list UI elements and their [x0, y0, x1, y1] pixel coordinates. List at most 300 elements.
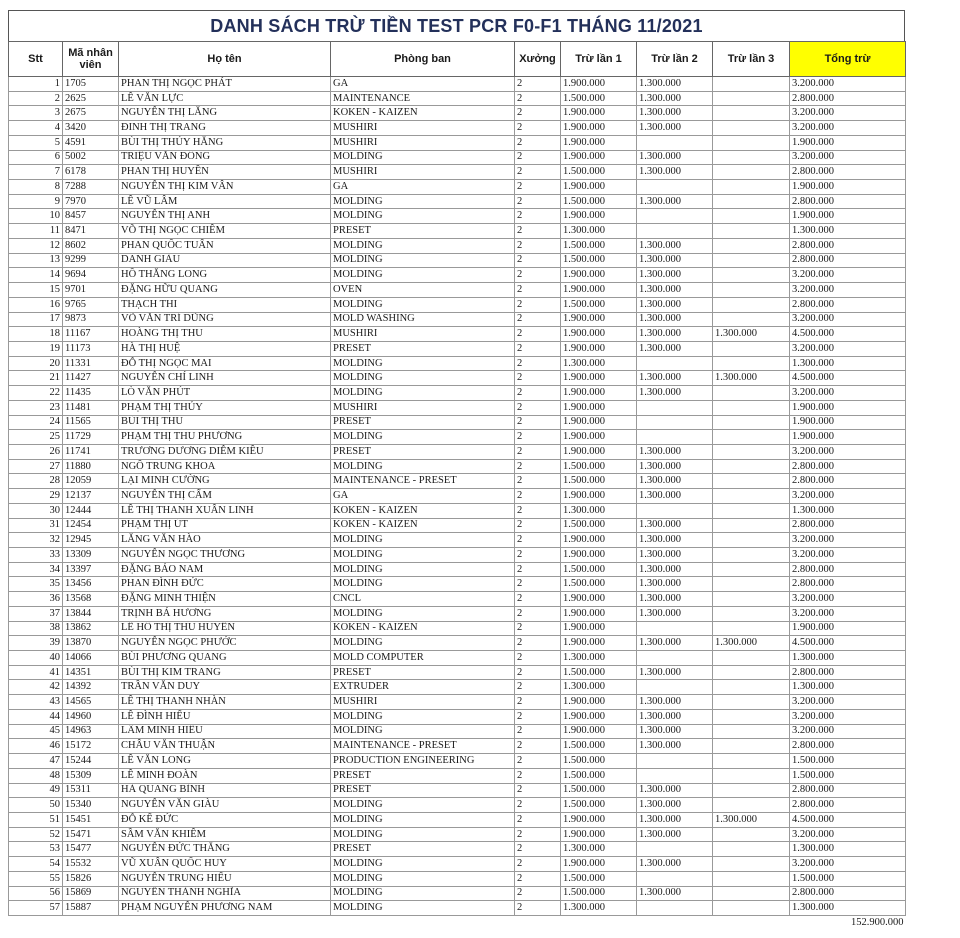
- cell-workshop[interactable]: 2: [515, 518, 561, 533]
- cell-deduction-1[interactable]: 1.900.000: [561, 430, 637, 445]
- cell-department[interactable]: MOLDING: [331, 548, 515, 563]
- cell-deduction-3[interactable]: [713, 180, 790, 195]
- cell-stt[interactable]: 1: [9, 77, 63, 92]
- cell-stt[interactable]: 21: [9, 371, 63, 386]
- header-stt[interactable]: Stt: [9, 42, 63, 77]
- cell-total-deduction[interactable]: 4.500.000: [790, 371, 906, 386]
- cell-employee-id[interactable]: 15532: [63, 857, 119, 872]
- cell-deduction-2[interactable]: [637, 754, 713, 769]
- cell-stt[interactable]: 54: [9, 857, 63, 872]
- cell-deduction-1[interactable]: 1.900.000: [561, 592, 637, 607]
- cell-employee-id[interactable]: 15869: [63, 886, 119, 901]
- cell-department[interactable]: MOLDING: [331, 636, 515, 651]
- header-full-name[interactable]: Họ tên: [119, 42, 331, 77]
- cell-total-deduction[interactable]: 1.300.000: [790, 356, 906, 371]
- cell-stt[interactable]: 52: [9, 827, 63, 842]
- cell-deduction-3[interactable]: [713, 886, 790, 901]
- cell-deduction-2[interactable]: [637, 224, 713, 239]
- cell-employee-id[interactable]: 9299: [63, 253, 119, 268]
- cell-total-deduction[interactable]: 1.300.000: [790, 901, 906, 916]
- cell-deduction-1[interactable]: 1.500.000: [561, 91, 637, 106]
- cell-deduction-2[interactable]: 1.300.000: [637, 548, 713, 563]
- cell-employee-id[interactable]: 15451: [63, 812, 119, 827]
- cell-stt[interactable]: 39: [9, 636, 63, 651]
- cell-full-name[interactable]: PHAN THỊ HUYỀN: [119, 165, 331, 180]
- cell-employee-id[interactable]: 15244: [63, 754, 119, 769]
- cell-stt[interactable]: 55: [9, 871, 63, 886]
- cell-stt[interactable]: 15: [9, 283, 63, 298]
- cell-department[interactable]: CNCL: [331, 592, 515, 607]
- cell-department[interactable]: PRESET: [331, 415, 515, 430]
- cell-deduction-3[interactable]: [713, 768, 790, 783]
- cell-deduction-2[interactable]: 1.300.000: [637, 606, 713, 621]
- cell-workshop[interactable]: 2: [515, 768, 561, 783]
- cell-full-name[interactable]: ĐỖ KẾ ĐỨC: [119, 812, 331, 827]
- cell-stt[interactable]: 4: [9, 121, 63, 136]
- cell-total-deduction[interactable]: 1.900.000: [790, 135, 906, 150]
- cell-full-name[interactable]: NGUYỄN THỊ KIM VÂN: [119, 180, 331, 195]
- cell-deduction-3[interactable]: [713, 444, 790, 459]
- cell-full-name[interactable]: NGUYỄN THỊ LĂNG: [119, 106, 331, 121]
- cell-employee-id[interactable]: 15471: [63, 827, 119, 842]
- cell-deduction-2[interactable]: 1.300.000: [637, 636, 713, 651]
- cell-employee-id[interactable]: 13568: [63, 592, 119, 607]
- cell-stt[interactable]: 16: [9, 297, 63, 312]
- cell-deduction-1[interactable]: 1.900.000: [561, 724, 637, 739]
- cell-deduction-3[interactable]: [713, 474, 790, 489]
- cell-full-name[interactable]: PHẠM THỊ THU PHƯƠNG: [119, 430, 331, 445]
- cell-total-deduction[interactable]: 1.900.000: [790, 400, 906, 415]
- cell-workshop[interactable]: 2: [515, 812, 561, 827]
- cell-deduction-2[interactable]: 1.300.000: [637, 341, 713, 356]
- cell-stt[interactable]: 6: [9, 150, 63, 165]
- cell-department[interactable]: PRESET: [331, 842, 515, 857]
- cell-deduction-2[interactable]: [637, 356, 713, 371]
- cell-workshop[interactable]: 2: [515, 444, 561, 459]
- cell-department[interactable]: PRESET: [331, 783, 515, 798]
- cell-employee-id[interactable]: 15340: [63, 798, 119, 813]
- cell-employee-id[interactable]: 15172: [63, 739, 119, 754]
- cell-total-deduction[interactable]: 2.800.000: [790, 665, 906, 680]
- cell-workshop[interactable]: 2: [515, 503, 561, 518]
- cell-deduction-2[interactable]: 1.300.000: [637, 121, 713, 136]
- cell-total-deduction[interactable]: 1.300.000: [790, 224, 906, 239]
- cell-deduction-2[interactable]: 1.300.000: [637, 459, 713, 474]
- cell-employee-id[interactable]: 12444: [63, 503, 119, 518]
- cell-stt[interactable]: 31: [9, 518, 63, 533]
- cell-stt[interactable]: 36: [9, 592, 63, 607]
- cell-deduction-2[interactable]: [637, 842, 713, 857]
- cell-department[interactable]: MUSHIRI: [331, 327, 515, 342]
- cell-deduction-3[interactable]: [713, 857, 790, 872]
- cell-total-deduction[interactable]: 3.200.000: [790, 268, 906, 283]
- cell-deduction-2[interactable]: 1.300.000: [637, 327, 713, 342]
- cell-total-deduction[interactable]: 2.800.000: [790, 297, 906, 312]
- cell-stt[interactable]: 20: [9, 356, 63, 371]
- cell-stt[interactable]: 12: [9, 238, 63, 253]
- cell-full-name[interactable]: ĐẶNG BẢO NAM: [119, 562, 331, 577]
- cell-department[interactable]: MOLDING: [331, 901, 515, 916]
- cell-workshop[interactable]: 2: [515, 665, 561, 680]
- cell-deduction-2[interactable]: [637, 901, 713, 916]
- cell-employee-id[interactable]: 13309: [63, 548, 119, 563]
- cell-employee-id[interactable]: 13844: [63, 606, 119, 621]
- cell-workshop[interactable]: 2: [515, 165, 561, 180]
- cell-employee-id[interactable]: 2675: [63, 106, 119, 121]
- header-deduction-1[interactable]: Trừ lần 1: [561, 42, 637, 77]
- cell-total-deduction[interactable]: 1.500.000: [790, 754, 906, 769]
- cell-employee-id[interactable]: 3420: [63, 121, 119, 136]
- cell-employee-id[interactable]: 11741: [63, 444, 119, 459]
- cell-deduction-3[interactable]: 1.300.000: [713, 812, 790, 827]
- cell-employee-id[interactable]: 6178: [63, 165, 119, 180]
- cell-deduction-1[interactable]: 1.500.000: [561, 238, 637, 253]
- cell-total-deduction[interactable]: 2.800.000: [790, 238, 906, 253]
- cell-department[interactable]: KOKEN - KAIZEN: [331, 106, 515, 121]
- cell-deduction-3[interactable]: [713, 400, 790, 415]
- cell-deduction-1[interactable]: 1.900.000: [561, 636, 637, 651]
- cell-total-deduction[interactable]: 1.500.000: [790, 871, 906, 886]
- cell-deduction-1[interactable]: 1.300.000: [561, 842, 637, 857]
- cell-workshop[interactable]: 2: [515, 371, 561, 386]
- cell-department[interactable]: MOLDING: [331, 562, 515, 577]
- cell-deduction-3[interactable]: [713, 783, 790, 798]
- header-deduction-3[interactable]: Trừ lần 3: [713, 42, 790, 77]
- cell-employee-id[interactable]: 11729: [63, 430, 119, 445]
- cell-deduction-2[interactable]: 1.300.000: [637, 724, 713, 739]
- cell-deduction-3[interactable]: 1.300.000: [713, 327, 790, 342]
- cell-workshop[interactable]: 2: [515, 135, 561, 150]
- cell-workshop[interactable]: 2: [515, 238, 561, 253]
- cell-deduction-2[interactable]: [637, 415, 713, 430]
- cell-workshop[interactable]: 2: [515, 533, 561, 548]
- cell-department[interactable]: MOLDING: [331, 857, 515, 872]
- cell-stt[interactable]: 19: [9, 341, 63, 356]
- cell-deduction-2[interactable]: 1.300.000: [637, 489, 713, 504]
- cell-stt[interactable]: 46: [9, 739, 63, 754]
- cell-department[interactable]: MOLDING: [331, 194, 515, 209]
- cell-deduction-1[interactable]: 1.500.000: [561, 798, 637, 813]
- cell-employee-id[interactable]: 7970: [63, 194, 119, 209]
- cell-deduction-2[interactable]: 1.300.000: [637, 150, 713, 165]
- cell-deduction-3[interactable]: [713, 577, 790, 592]
- cell-stt[interactable]: 43: [9, 695, 63, 710]
- cell-stt[interactable]: 57: [9, 901, 63, 916]
- cell-deduction-1[interactable]: 1.900.000: [561, 180, 637, 195]
- cell-deduction-3[interactable]: [713, 548, 790, 563]
- cell-deduction-2[interactable]: 1.300.000: [637, 592, 713, 607]
- cell-workshop[interactable]: 2: [515, 754, 561, 769]
- cell-total-deduction[interactable]: 3.200.000: [790, 77, 906, 92]
- cell-workshop[interactable]: 2: [515, 842, 561, 857]
- cell-employee-id[interactable]: 15887: [63, 901, 119, 916]
- cell-stt[interactable]: 51: [9, 812, 63, 827]
- cell-deduction-1[interactable]: 1.900.000: [561, 371, 637, 386]
- cell-deduction-1[interactable]: 1.500.000: [561, 754, 637, 769]
- cell-deduction-2[interactable]: 1.300.000: [637, 77, 713, 92]
- cell-stt[interactable]: 45: [9, 724, 63, 739]
- cell-total-deduction[interactable]: 2.800.000: [790, 886, 906, 901]
- cell-department[interactable]: MUSHIRI: [331, 165, 515, 180]
- cell-department[interactable]: MOLDING: [331, 709, 515, 724]
- cell-department[interactable]: MOLD WASHING: [331, 312, 515, 327]
- cell-deduction-3[interactable]: [713, 739, 790, 754]
- cell-total-deduction[interactable]: 1.900.000: [790, 209, 906, 224]
- cell-employee-id[interactable]: 15477: [63, 842, 119, 857]
- cell-full-name[interactable]: NGUYỄN THỊ ANH: [119, 209, 331, 224]
- cell-deduction-3[interactable]: [713, 518, 790, 533]
- cell-deduction-3[interactable]: [713, 238, 790, 253]
- cell-deduction-1[interactable]: 1.900.000: [561, 268, 637, 283]
- cell-department[interactable]: PRESET: [331, 341, 515, 356]
- cell-workshop[interactable]: 2: [515, 106, 561, 121]
- cell-employee-id[interactable]: 2625: [63, 91, 119, 106]
- cell-full-name[interactable]: PHẠM NGUYỄN PHƯƠNG NAM: [119, 901, 331, 916]
- cell-workshop[interactable]: 2: [515, 180, 561, 195]
- cell-workshop[interactable]: 2: [515, 886, 561, 901]
- cell-department[interactable]: KOKEN - KAIZEN: [331, 621, 515, 636]
- cell-department[interactable]: MOLDING: [331, 386, 515, 401]
- cell-stt[interactable]: 44: [9, 709, 63, 724]
- cell-total-deduction[interactable]: 2.800.000: [790, 577, 906, 592]
- cell-employee-id[interactable]: 9765: [63, 297, 119, 312]
- cell-department[interactable]: MOLDING: [331, 150, 515, 165]
- cell-full-name[interactable]: LÊ HỒ THỊ THU HUYỀN: [119, 621, 331, 636]
- cell-deduction-3[interactable]: [713, 430, 790, 445]
- cell-deduction-3[interactable]: [713, 91, 790, 106]
- cell-deduction-2[interactable]: [637, 871, 713, 886]
- cell-stt[interactable]: 3: [9, 106, 63, 121]
- cell-department[interactable]: GA: [331, 77, 515, 92]
- cell-deduction-3[interactable]: [713, 606, 790, 621]
- cell-full-name[interactable]: LĂNG VĂN HÀO: [119, 533, 331, 548]
- cell-department[interactable]: MOLDING: [331, 886, 515, 901]
- cell-deduction-2[interactable]: [637, 768, 713, 783]
- cell-deduction-2[interactable]: 1.300.000: [637, 253, 713, 268]
- cell-stt[interactable]: 40: [9, 651, 63, 666]
- cell-full-name[interactable]: LẠI MINH CƯỜNG: [119, 474, 331, 489]
- cell-deduction-2[interactable]: [637, 430, 713, 445]
- cell-deduction-1[interactable]: 1.900.000: [561, 533, 637, 548]
- cell-workshop[interactable]: 2: [515, 268, 561, 283]
- cell-total-deduction[interactable]: 3.200.000: [790, 695, 906, 710]
- cell-deduction-3[interactable]: [713, 283, 790, 298]
- cell-deduction-2[interactable]: 1.300.000: [637, 827, 713, 842]
- cell-deduction-3[interactable]: [713, 724, 790, 739]
- cell-employee-id[interactable]: 11173: [63, 341, 119, 356]
- cell-total-deduction[interactable]: 3.200.000: [790, 489, 906, 504]
- cell-deduction-1[interactable]: 1.900.000: [561, 415, 637, 430]
- cell-total-deduction[interactable]: 1.900.000: [790, 180, 906, 195]
- cell-deduction-1[interactable]: 1.900.000: [561, 121, 637, 136]
- cell-deduction-3[interactable]: 1.300.000: [713, 371, 790, 386]
- cell-deduction-2[interactable]: 1.300.000: [637, 812, 713, 827]
- cell-deduction-1[interactable]: 1.900.000: [561, 709, 637, 724]
- cell-deduction-3[interactable]: [713, 415, 790, 430]
- cell-full-name[interactable]: ĐẶNG HỮU QUANG: [119, 283, 331, 298]
- cell-department[interactable]: MOLDING: [331, 798, 515, 813]
- cell-employee-id[interactable]: 14963: [63, 724, 119, 739]
- cell-deduction-2[interactable]: [637, 680, 713, 695]
- cell-total-deduction[interactable]: 3.200.000: [790, 533, 906, 548]
- cell-deduction-1[interactable]: 1.900.000: [561, 106, 637, 121]
- cell-employee-id[interactable]: 12137: [63, 489, 119, 504]
- cell-stt[interactable]: 23: [9, 400, 63, 415]
- cell-deduction-3[interactable]: [713, 754, 790, 769]
- cell-full-name[interactable]: HÀ THỊ HUỆ: [119, 341, 331, 356]
- cell-deduction-3[interactable]: [713, 901, 790, 916]
- cell-full-name[interactable]: TRƯƠNG DƯƠNG DIỄM KIỀU: [119, 444, 331, 459]
- cell-deduction-1[interactable]: 1.900.000: [561, 312, 637, 327]
- cell-full-name[interactable]: NGUYỄN VĂN GIÀU: [119, 798, 331, 813]
- cell-deduction-1[interactable]: 1.900.000: [561, 150, 637, 165]
- cell-deduction-1[interactable]: 1.300.000: [561, 901, 637, 916]
- cell-full-name[interactable]: NGUYỄN NGỌC THƯƠNG: [119, 548, 331, 563]
- cell-full-name[interactable]: ĐINH THỊ TRANG: [119, 121, 331, 136]
- cell-workshop[interactable]: 2: [515, 680, 561, 695]
- cell-deduction-3[interactable]: [713, 592, 790, 607]
- cell-employee-id[interactable]: 14565: [63, 695, 119, 710]
- cell-stt[interactable]: 47: [9, 754, 63, 769]
- cell-total-deduction[interactable]: 2.800.000: [790, 459, 906, 474]
- cell-full-name[interactable]: BÙI THỊ KIM TRANG: [119, 665, 331, 680]
- cell-full-name[interactable]: VŨ XUÂN QUỐC HUY: [119, 857, 331, 872]
- cell-total-deduction[interactable]: 3.200.000: [790, 150, 906, 165]
- cell-deduction-3[interactable]: [713, 224, 790, 239]
- cell-deduction-1[interactable]: 1.300.000: [561, 224, 637, 239]
- cell-workshop[interactable]: 2: [515, 577, 561, 592]
- cell-deduction-3[interactable]: [713, 621, 790, 636]
- cell-full-name[interactable]: THẠCH THI: [119, 297, 331, 312]
- cell-full-name[interactable]: PHẠM THỊ THỦY: [119, 400, 331, 415]
- cell-total-deduction[interactable]: 2.800.000: [790, 91, 906, 106]
- cell-full-name[interactable]: TRIỆU VĂN ĐÔNG: [119, 150, 331, 165]
- cell-full-name[interactable]: PHAN THỊ NGỌC PHÁT: [119, 77, 331, 92]
- cell-workshop[interactable]: 2: [515, 621, 561, 636]
- cell-full-name[interactable]: VÕ VĂN TRÍ DŨNG: [119, 312, 331, 327]
- cell-deduction-2[interactable]: 1.300.000: [637, 371, 713, 386]
- cell-total-deduction[interactable]: 3.200.000: [790, 444, 906, 459]
- cell-employee-id[interactable]: 11481: [63, 400, 119, 415]
- cell-full-name[interactable]: NGÔ TRUNG KHOA: [119, 459, 331, 474]
- cell-employee-id[interactable]: 4591: [63, 135, 119, 150]
- cell-deduction-1[interactable]: 1.900.000: [561, 400, 637, 415]
- cell-deduction-3[interactable]: [713, 562, 790, 577]
- header-workshop[interactable]: Xưởng: [515, 42, 561, 77]
- cell-employee-id[interactable]: 11435: [63, 386, 119, 401]
- cell-deduction-2[interactable]: [637, 135, 713, 150]
- cell-deduction-2[interactable]: [637, 209, 713, 224]
- cell-employee-id[interactable]: 8457: [63, 209, 119, 224]
- cell-deduction-2[interactable]: 1.300.000: [637, 857, 713, 872]
- cell-deduction-3[interactable]: [713, 165, 790, 180]
- cell-department[interactable]: MOLDING: [331, 533, 515, 548]
- cell-total-deduction[interactable]: 2.800.000: [790, 562, 906, 577]
- cell-deduction-1[interactable]: 1.900.000: [561, 606, 637, 621]
- cell-workshop[interactable]: 2: [515, 798, 561, 813]
- cell-department[interactable]: MUSHIRI: [331, 135, 515, 150]
- cell-stt[interactable]: 25: [9, 430, 63, 445]
- cell-deduction-2[interactable]: 1.300.000: [637, 533, 713, 548]
- cell-employee-id[interactable]: 11331: [63, 356, 119, 371]
- cell-workshop[interactable]: 2: [515, 386, 561, 401]
- cell-deduction-3[interactable]: [713, 503, 790, 518]
- cell-deduction-2[interactable]: 1.300.000: [637, 238, 713, 253]
- cell-deduction-2[interactable]: 1.300.000: [637, 739, 713, 754]
- cell-total-deduction[interactable]: 3.200.000: [790, 606, 906, 621]
- cell-full-name[interactable]: LÊ MINH ĐOÀN: [119, 768, 331, 783]
- cell-workshop[interactable]: 2: [515, 636, 561, 651]
- cell-deduction-3[interactable]: [713, 312, 790, 327]
- cell-deduction-3[interactable]: [713, 297, 790, 312]
- cell-employee-id[interactable]: 8471: [63, 224, 119, 239]
- cell-department[interactable]: MOLDING: [331, 430, 515, 445]
- cell-full-name[interactable]: BÙI THỊ THÚY HẰNG: [119, 135, 331, 150]
- cell-workshop[interactable]: 2: [515, 592, 561, 607]
- cell-employee-id[interactable]: 13397: [63, 562, 119, 577]
- cell-workshop[interactable]: 2: [515, 312, 561, 327]
- cell-deduction-3[interactable]: [713, 341, 790, 356]
- cell-workshop[interactable]: 2: [515, 194, 561, 209]
- cell-stt[interactable]: 14: [9, 268, 63, 283]
- cell-department[interactable]: MOLDING: [331, 209, 515, 224]
- cell-employee-id[interactable]: 8602: [63, 238, 119, 253]
- cell-workshop[interactable]: 2: [515, 901, 561, 916]
- cell-total-deduction[interactable]: 3.200.000: [790, 283, 906, 298]
- cell-deduction-3[interactable]: [713, 121, 790, 136]
- cell-total-deduction[interactable]: 1.300.000: [790, 651, 906, 666]
- cell-deduction-1[interactable]: 1.500.000: [561, 474, 637, 489]
- cell-stt[interactable]: 53: [9, 842, 63, 857]
- cell-deduction-2[interactable]: 1.300.000: [637, 562, 713, 577]
- cell-deduction-2[interactable]: 1.300.000: [637, 91, 713, 106]
- header-department[interactable]: Phòng ban: [331, 42, 515, 77]
- cell-workshop[interactable]: 2: [515, 739, 561, 754]
- cell-department[interactable]: MOLDING: [331, 268, 515, 283]
- cell-deduction-3[interactable]: [713, 194, 790, 209]
- cell-deduction-1[interactable]: 1.500.000: [561, 518, 637, 533]
- cell-deduction-2[interactable]: 1.300.000: [637, 165, 713, 180]
- cell-department[interactable]: GA: [331, 180, 515, 195]
- cell-deduction-2[interactable]: 1.300.000: [637, 518, 713, 533]
- cell-employee-id[interactable]: 9694: [63, 268, 119, 283]
- cell-deduction-1[interactable]: 1.900.000: [561, 548, 637, 563]
- cell-total-deduction[interactable]: 3.200.000: [790, 312, 906, 327]
- cell-workshop[interactable]: 2: [515, 253, 561, 268]
- cell-workshop[interactable]: 2: [515, 224, 561, 239]
- cell-workshop[interactable]: 2: [515, 871, 561, 886]
- cell-workshop[interactable]: 2: [515, 91, 561, 106]
- cell-deduction-1[interactable]: 1.900.000: [561, 812, 637, 827]
- cell-employee-id[interactable]: 15826: [63, 871, 119, 886]
- cell-deduction-3[interactable]: [713, 651, 790, 666]
- cell-total-deduction[interactable]: 2.800.000: [790, 783, 906, 798]
- cell-deduction-2[interactable]: [637, 400, 713, 415]
- cell-deduction-1[interactable]: 1.500.000: [561, 577, 637, 592]
- cell-employee-id[interactable]: 11565: [63, 415, 119, 430]
- cell-workshop[interactable]: 2: [515, 77, 561, 92]
- cell-total-deduction[interactable]: 1.300.000: [790, 680, 906, 695]
- cell-full-name[interactable]: PHAN QUỐC TUẤN: [119, 238, 331, 253]
- cell-workshop[interactable]: 2: [515, 430, 561, 445]
- cell-department[interactable]: OVEN: [331, 283, 515, 298]
- cell-department[interactable]: MOLDING: [331, 724, 515, 739]
- cell-employee-id[interactable]: 13870: [63, 636, 119, 651]
- cell-stt[interactable]: 37: [9, 606, 63, 621]
- cell-deduction-2[interactable]: 1.300.000: [637, 783, 713, 798]
- cell-total-deduction[interactable]: 2.800.000: [790, 739, 906, 754]
- cell-employee-id[interactable]: 14066: [63, 651, 119, 666]
